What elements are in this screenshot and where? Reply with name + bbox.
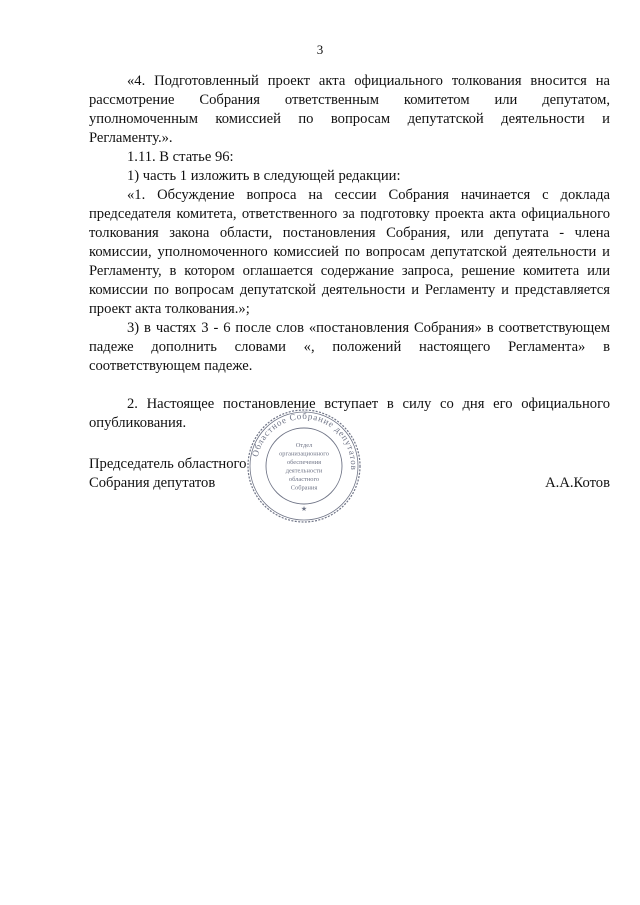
paragraph-parts-3-6: 3) в частях 3 - 6 после слов «постановления Собрания» в соответствующем падеже дополнить словами «, положений настоящего Регламента» в соответствующем падеже. bbox=[89, 320, 610, 374]
stamp-inner-line: Отдел bbox=[295, 441, 313, 449]
paragraph-effective-date: 2. Настоящее постановление вступает в силу со дня его официального опубликования. bbox=[89, 396, 610, 431]
stamp-outer-text: Областное Собрание депутатов bbox=[249, 410, 360, 471]
star-icon: ★ bbox=[300, 505, 308, 513]
page-number: 3 bbox=[316, 42, 324, 57]
paragraph-article-96: 1.11. В статье 96: bbox=[127, 149, 234, 165]
stamp-inner-line: Собрания bbox=[290, 484, 318, 492]
signatory-position-line-2: Собрания депутатов bbox=[89, 475, 216, 491]
stamp-inner-ring bbox=[266, 428, 342, 504]
stamp-inner-line: деятельности bbox=[285, 467, 323, 475]
document-body bbox=[89, 72, 610, 433]
stamp-inner-line: организационного bbox=[279, 450, 329, 458]
paragraph-part-1: 1) часть 1 изложить в следующей редакции: bbox=[127, 168, 401, 184]
paragraph-quote-1: «1. Обсуждение вопроса на сессии Собрания начинается с доклада председателя комитета, ответственного за подготовку проекта акта официального толкования закона области, постановления Собрания, или депутата - члена комиссии, уполномоченного комиссией по вопросам депутатской деятельности и Регламенту, в котором оглашается содержание запроса, решение комитета или комиссии по вопросам депутатской деятельности и Регламенту и представляется проект акта толкования.»; bbox=[89, 187, 610, 317]
signatory-position-line-1: Председатель областного bbox=[89, 456, 247, 472]
official-stamp bbox=[246, 408, 362, 524]
stamp-inner-line: обеспечения bbox=[286, 458, 322, 466]
paragraph-item-4: «4. Подготовленный проект акта официального толкования вносится на рассмотрение Собрания ответственным комитетом или депутатом, уполномоченным комиссией по вопросам депутатской деятельности и Регламенту.». bbox=[89, 73, 610, 146]
signatory-name: А.А.Котов bbox=[545, 475, 610, 491]
stamp-inner-text bbox=[279, 442, 329, 492]
stamp-inner-line: областного bbox=[288, 475, 320, 483]
